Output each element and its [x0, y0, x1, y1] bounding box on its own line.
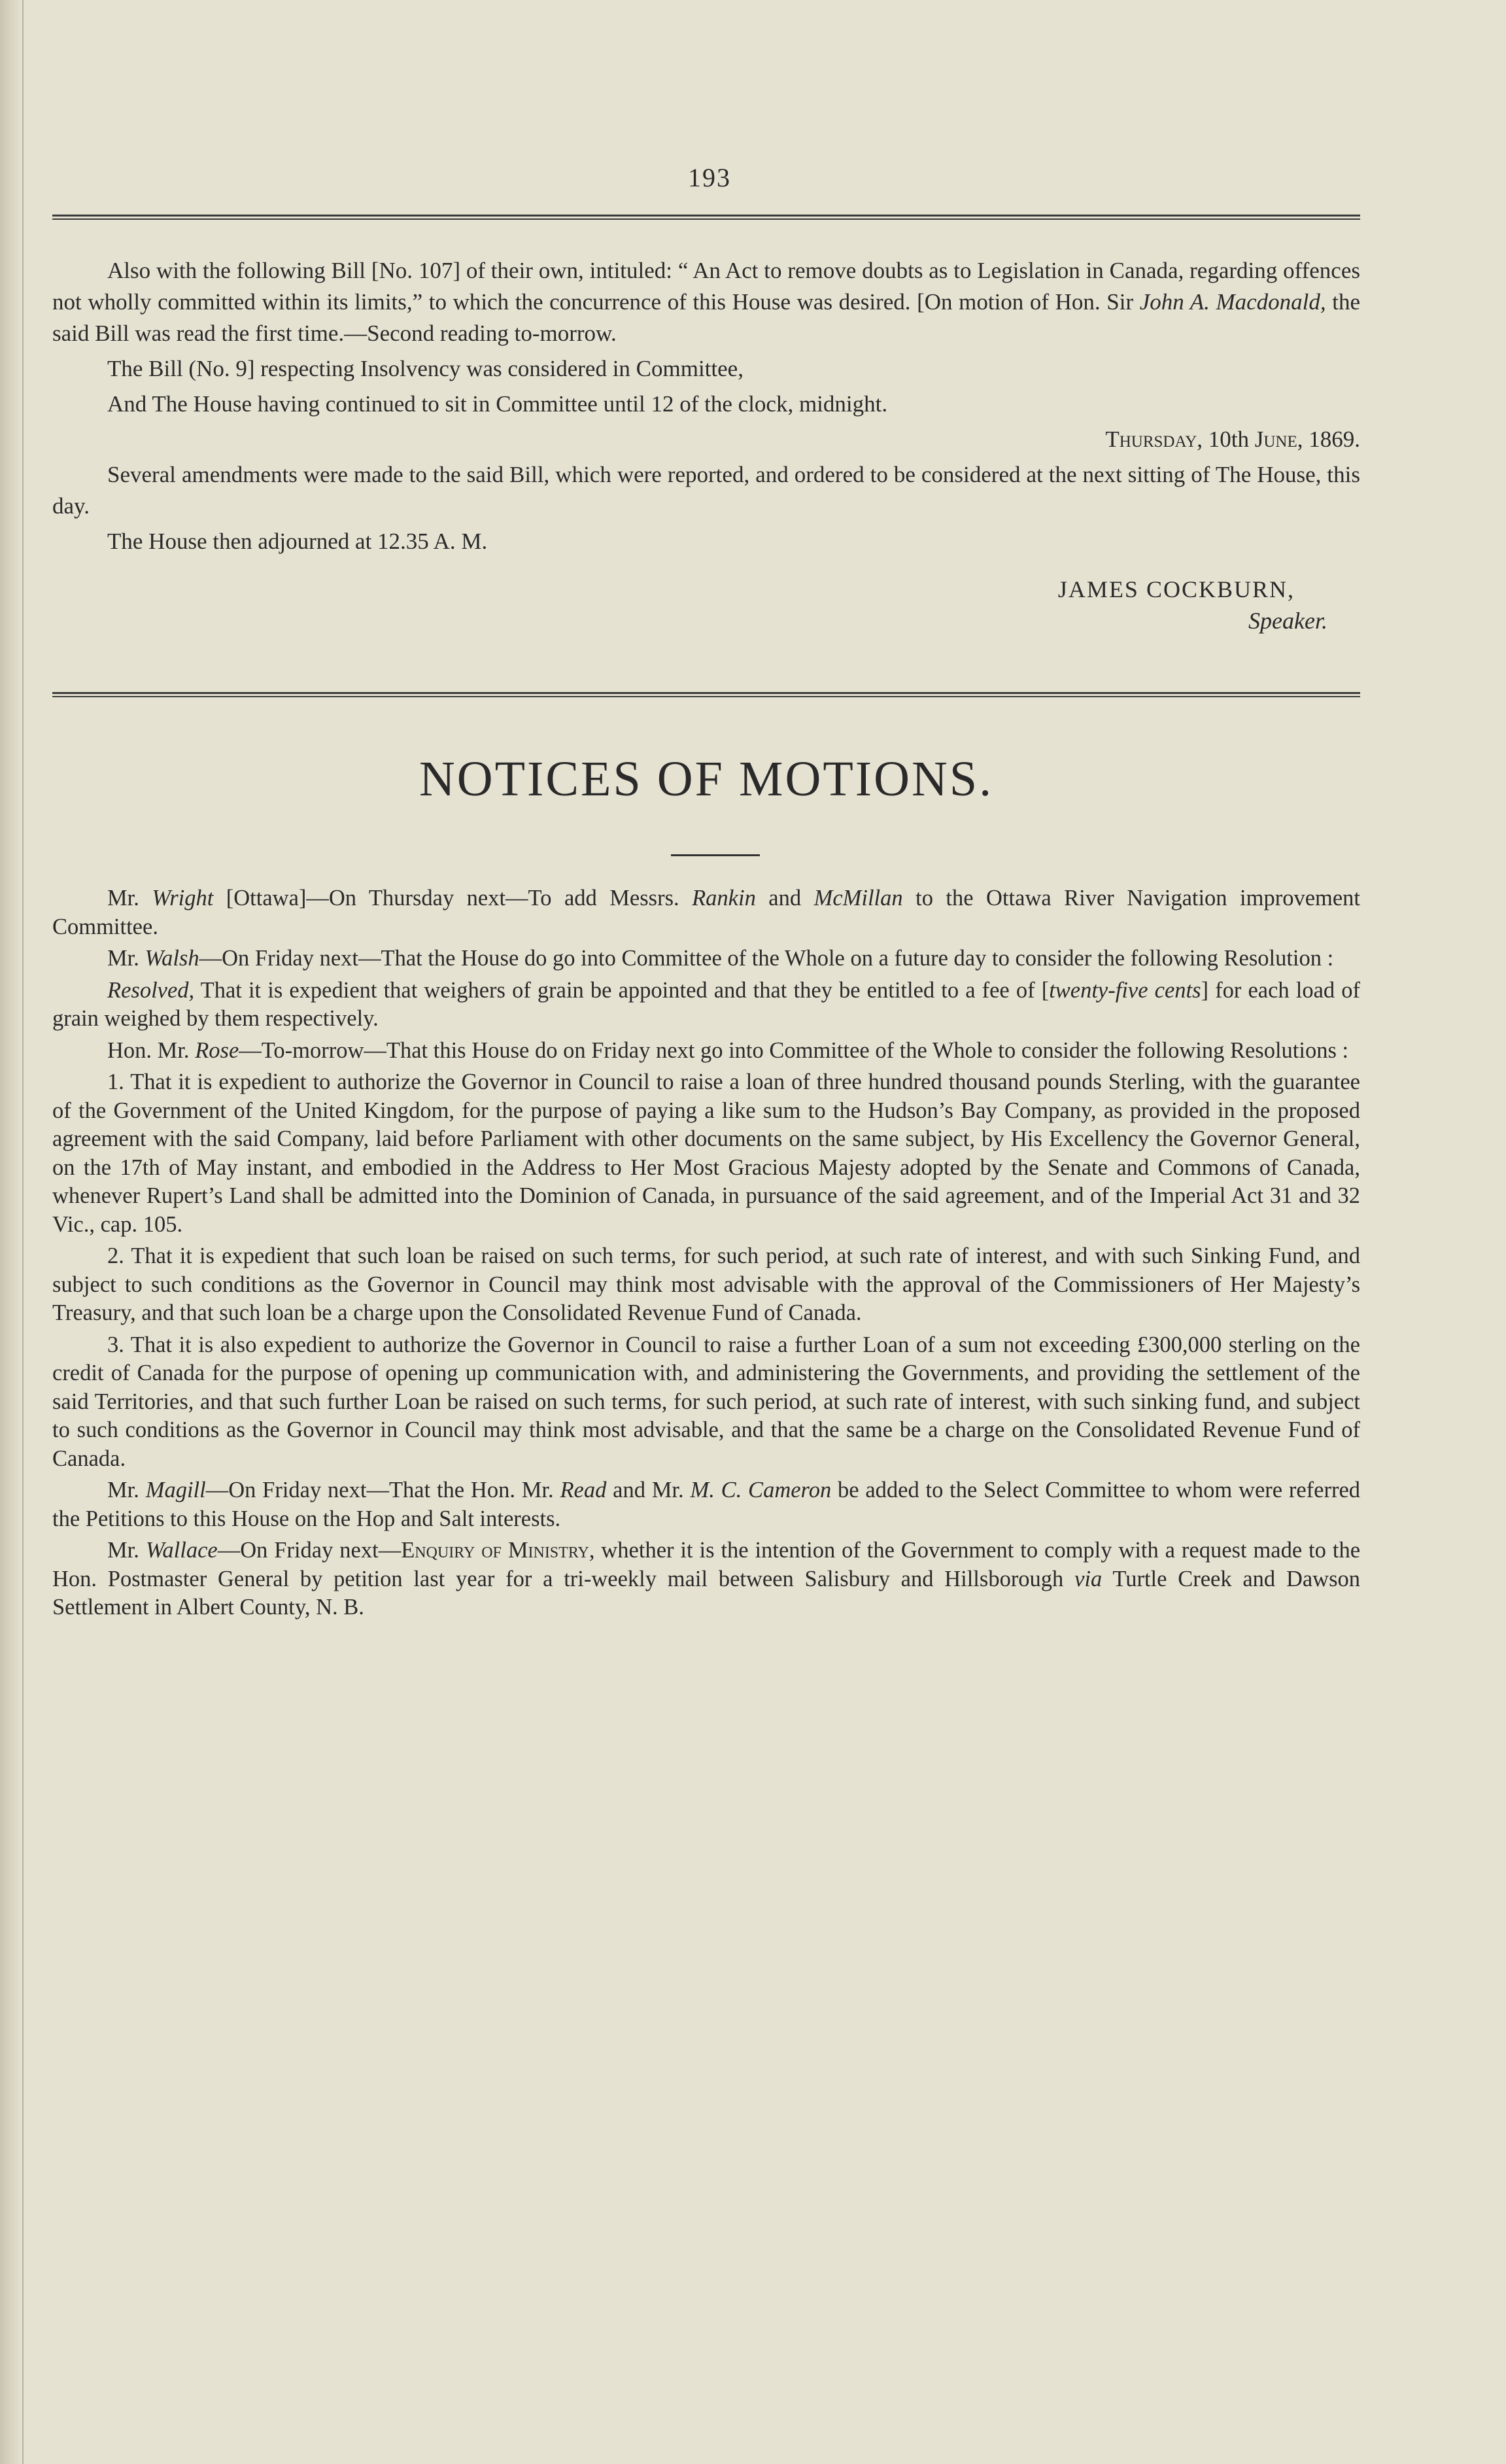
fee-amount: twenty-five cents: [1049, 977, 1201, 1003]
speaker-signature: [935, 574, 1327, 636]
text-run: and: [755, 886, 814, 911]
motion-wallace: [52, 1536, 1360, 1622]
text-run: —On Friday next—That the Hon. Mr.: [205, 1478, 560, 1502]
text-run: Turtle Creek and Dawson Settlement in Albert County, N. B.: [52, 1566, 1361, 1620]
text-run: Also with the following Bill [No. 107] of their own, intituled: “ An Act to remove doubts as to Legislation in Canada, regarding offences not wholly committed within its limits,” to which the concurrence of this House was desired. [On motion of Hon. Sir: [52, 258, 1360, 315]
motion-magill: [52, 1476, 1360, 1533]
text-run: Mr.: [107, 886, 152, 911]
proceedings-section: [52, 255, 1360, 561]
journal-page: [52, 0, 1367, 2464]
resolved-label: Resolved,: [107, 977, 195, 1003]
member-name: Rankin: [692, 886, 756, 911]
section-double-rule: [52, 692, 1360, 697]
proceedings-paragraph-amendments: Several amendments were made to the said Bill, which were reported, and ordered to be considered at the next sitting of The House, this day.: [52, 462, 1360, 519]
date-weekday: Thursday,: [1105, 426, 1203, 452]
member-name: Walsh: [145, 946, 199, 971]
via-word: via: [1074, 1566, 1103, 1591]
top-double-rule: [52, 215, 1360, 220]
proceedings-paragraph-committee: And The House having continued to sit in Committee until 12 of the clock, midnight.: [107, 391, 888, 417]
text-run: —On Friday next—That the House do go into Committee of the Whole on a future day to consider the following Resolution :: [199, 946, 1334, 971]
proceedings-paragraph-insolvency-bill: The Bill (No. 9] respecting Insolvency was considered in Committee,: [107, 356, 744, 381]
member-name: Magill: [145, 1478, 206, 1502]
member-name: John A. Macdonald,: [1139, 289, 1326, 315]
text-run: Mr.: [107, 1478, 146, 1502]
member-name: Read: [560, 1478, 607, 1502]
text-run: That it is expedient that weighers of grain be appointed and that they be entitled to a fee of [: [194, 977, 1050, 1003]
motion-walsh-resolution: [52, 977, 1360, 1033]
speaker-title: Speaker.: [1248, 608, 1327, 634]
resolution-2: 2. That it is expedient that such loan be raised on such terms, for such period, at such rate of interest, and with such Sinking Fund, and subject to such conditions as the Governor in Council may think most advisable with the approval of the Commissioners of Her Majesty’s Treasury, and that such loan be a charge upon the Consolidated Revenue Fund of Canada.: [52, 1243, 1360, 1325]
text-run: to the Ottawa River Navigation improvement Committee.: [52, 886, 1360, 939]
motions-section: [52, 884, 1360, 1625]
enquiry-label: Enquiry of Ministry,: [401, 1538, 595, 1563]
text-run: Hon. Mr.: [107, 1037, 196, 1063]
text-run: Mr.: [107, 946, 145, 971]
text-run: Mr.: [107, 1538, 146, 1563]
date-year: 1869.: [1303, 426, 1360, 452]
member-name: McMillan: [813, 886, 903, 911]
member-name: Wallace: [145, 1538, 218, 1563]
notices-heading: NOTICES OF MOTIONS.: [419, 752, 994, 807]
text-run: —To-morrow—That this House do on Friday next go into Committee of the Whole to consider the following Resolutions :: [239, 1037, 1349, 1063]
resolution-1: 1. That it is expedient to authorize the Governor in Council to raise a loan of three hundred thousand pounds Sterling, with the guarantee of the Government of the United Kingdom, for the purpose of paying a like sum to the Hudson’s Bay Company, as provided in the proposed agreement with the said Company, laid before Parliament with other documents on the same subject, by His Excellency the Governor General, on the 17th of May instant, and embodied in the Address to Her Most Gracious Majesty adopted by the Senate and Commons of Canada, whenever Rupert’s Land shall be admitted into the Dominion of Canada, in pursuance of the said agreement, and of the Imperial Act 31 and 32 Vic., cap. 105.: [52, 1069, 1360, 1237]
text-run: —On Friday next—: [217, 1538, 402, 1563]
resolution-3: 3. That it is also expedient to authorize the Governor in Council to raise a further Loan of a sum not exceeding £300,000 sterling on the credit of Canada for the purpose of opening up communication with, and administering the Governments, and providing the settlement of the said Territories, and that such further Loan be raised on such terms, for such period, at such rate of interest, with such sinking fund, and subject to such conditions as the Governor in Council may think most advisable, and that the same be a charge on the Consolidated Revenue Fund of Canada.: [52, 1332, 1360, 1471]
motion-rose: [52, 1037, 1360, 1066]
sitting-date: [52, 424, 1360, 455]
page-number: 193: [688, 163, 731, 192]
book-spine-shadow: [0, 0, 24, 2464]
text-run: and Mr.: [606, 1478, 691, 1502]
motion-wright: [52, 884, 1360, 941]
text-run: be added to the Select Committee to whom were referred the Petitions to this House on the Hop and Salt interests.: [52, 1478, 1361, 1531]
proceedings-paragraph-bill-107: [52, 255, 1360, 349]
speaker-name: JAMES COCKBURN,: [1057, 576, 1295, 602]
text-run: [Ottawa]—On Thursday next—To add Messrs.: [213, 886, 693, 911]
member-name: M. C. Cameron: [690, 1478, 832, 1502]
date-month: June,: [1254, 426, 1303, 452]
text-run: ] for each load of grain weighed by them respectively.: [52, 977, 1361, 1031]
member-name: Wright: [152, 886, 214, 911]
member-name: Rose: [195, 1037, 239, 1063]
motion-walsh: [52, 945, 1360, 973]
date-day: 10th: [1203, 426, 1255, 452]
text-run: whether it is the intention of the Government to comply with a request made to the Hon. Postmaster General by petition last year for a tri-weekly mail between Salisbury and Hillsborough: [52, 1538, 1361, 1591]
text-run: the said Bill was read the first time.—Second reading to-morrow.: [52, 289, 1361, 346]
heading-short-rule: [671, 854, 760, 856]
proceedings-paragraph-adjourned: The House then adjourned at 12.35 A. M.: [107, 529, 488, 554]
